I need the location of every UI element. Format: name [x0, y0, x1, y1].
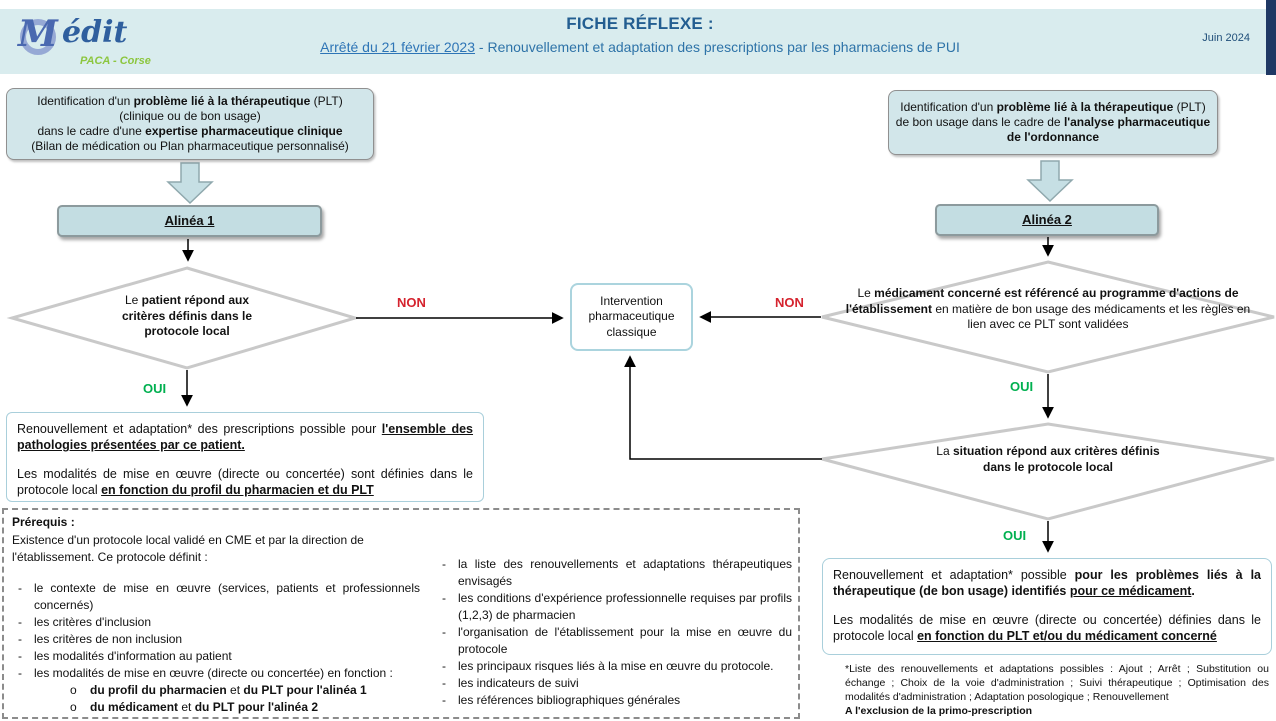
result-right-para1: Renouvellement et adaptation* possible pour les problèmes liés à la thérapeutique (de bon usage) identifiés pour ce médicament.: [833, 568, 1262, 599]
block-arrow-down-right-icon: [1028, 161, 1072, 201]
label-non-right: NON: [775, 295, 804, 310]
start-box-right: [888, 90, 1218, 155]
alinea2-node: [935, 204, 1159, 236]
label-non-left: NON: [397, 295, 426, 310]
alinea1-label: Alinéa 1: [164, 212, 215, 228]
dash-bullet: -: [18, 581, 22, 595]
prerequis-title: Prérequis :: [12, 515, 75, 529]
page-subtitle: [180, 39, 1100, 55]
page-title: FICHE RÉFLEXE :: [566, 14, 714, 33]
dash-bullet: -: [442, 557, 446, 571]
list-subitem: o du profil du pharmacien et du PLT pour l'alinéa 1: [70, 683, 367, 697]
logo-name: édit: [62, 15, 128, 50]
diamond-medicament-text: Le médicament concerné est référencé au programme d'actions de l'établissement en matière de bon usage des médicaments et les règles en lien avec ce PLT sont validées: [845, 286, 1251, 332]
prerequis-panel: [2, 508, 800, 719]
circle-bullet: o: [70, 683, 77, 697]
dash-bullet: -: [442, 591, 446, 605]
result-left-para2: Les modalités de mise en œuvre (directe ou concertée) sont définies dans le protocole local en fonction du profil du pharmacien et du PLT: [17, 466, 473, 497]
list-item: - les indicateurs de suivi: [436, 675, 792, 692]
list-subitem: o du médicament et du PLT pour l'alinéa 2: [70, 700, 319, 714]
logo-m-glyph: M: [18, 13, 58, 55]
logo-region: PACA - Corse: [80, 55, 151, 67]
result-box-right: [822, 558, 1272, 655]
dash-bullet: -: [442, 693, 446, 707]
dash-bullet: -: [442, 659, 446, 673]
omedit-logo: [18, 11, 168, 71]
list-item: - les principaux risques liés à la mise en œuvre du protocole.: [436, 658, 792, 675]
result-right-para2: Les modalités de mise en œuvre (directe ou concertée) définies dans le protocole local en fonction du PLT et/ou du médicament concerné: [833, 612, 1261, 643]
footnote: *Liste des renouvellements et adaptations possibles : Ajout ; Arrêt ; Substitution ou échange ; Choix de la voie d'administration ; Suivi thérapeutique ; Optimisation des modalités d'administration ; Adaptation posologique ; Renouvellement A l'exclusion de la primo-prescription: [845, 663, 1269, 717]
intervention-box: [570, 283, 693, 351]
list-item: - les critères de non inclusion: [12, 631, 420, 648]
label-oui-left: OUI: [143, 381, 167, 396]
dash-bullet: -: [18, 632, 22, 646]
start-box-left: [6, 88, 374, 160]
list-item: - l'organisation de l'établissement pour la mise en œuvre du protocole: [436, 624, 792, 658]
list-item: - les modalités de mise en œuvre (directe ou concertée) en fonction :: [12, 665, 420, 682]
issue-date: Juin 2024: [1202, 32, 1250, 44]
prerequis-left-column: [12, 580, 420, 716]
arrete-link[interactable]: Arrêté du 21 février 2023: [320, 39, 476, 55]
dash-bullet: -: [442, 625, 446, 639]
list-item: - la liste des renouvellements et adaptations thérapeutiques envisagés: [436, 556, 792, 590]
dash-bullet: -: [18, 615, 22, 629]
list-item: - les modalités d'information au patient: [12, 648, 420, 665]
label-oui-right-1: OUI: [1010, 379, 1034, 394]
page-subtitle-text: - Renouvellement et adaptation des prescriptions par les pharmaciens de PUI: [475, 39, 960, 55]
list-item: - le contexte de mise en œuvre (services, patients et professionnels concernés): [12, 580, 420, 614]
list-item: - les conditions d'expérience professionnelle requises par profils (1,2,3) de pharmacien: [436, 590, 792, 624]
list-item: - les critères d'inclusion: [12, 614, 420, 631]
alinea1-node: [57, 205, 322, 237]
prerequis-intro: Existence d'un protocole local validé en CME et par la direction de l'établissement. Ce protocole définit :: [12, 533, 364, 564]
circle-bullet: o: [70, 700, 77, 714]
diamond-situation-text: La situation répond aux critères définis dans le protocole local: [936, 444, 1160, 474]
arrow-situation-to-center: [630, 357, 822, 459]
result-box-left: [6, 412, 484, 502]
dash-bullet: -: [18, 666, 22, 680]
label-oui-right-2: OUI: [1003, 528, 1027, 543]
result-left-para1: Renouvellement et adaptation* des prescriptions possible pour l'ensemble des pathologies présentées par ce patient.: [17, 422, 474, 453]
prerequis-right-column: [436, 556, 792, 709]
list-item: - les références bibliographiques générales: [436, 692, 792, 709]
header-titles: [180, 14, 1100, 55]
diamond-patient-text: Le patient répond aux critères définis dans le protocole local: [121, 293, 253, 339]
intervention-box-text: Intervention pharmaceutique classique: [588, 293, 675, 339]
start-box-left-text: Identification d'un problème lié à la thérapeutique (PLT) (clinique ou de bon usage) dans le cadre d'une expertise pharmaceutique clinique (Bilan de médication ou Plan pharmaceutique personnalisé): [31, 94, 349, 153]
dash-bullet: -: [442, 676, 446, 690]
block-arrow-down-left-icon: [168, 163, 212, 203]
dash-bullet: -: [18, 649, 22, 663]
start-box-right-text: Identification d'un problème lié à la thérapeutique (PLT) de bon usage dans le cadre de l'analyse pharmaceutique de l'ordonnance: [895, 100, 1211, 144]
alinea2-label: Alinéa 2: [1022, 211, 1072, 227]
